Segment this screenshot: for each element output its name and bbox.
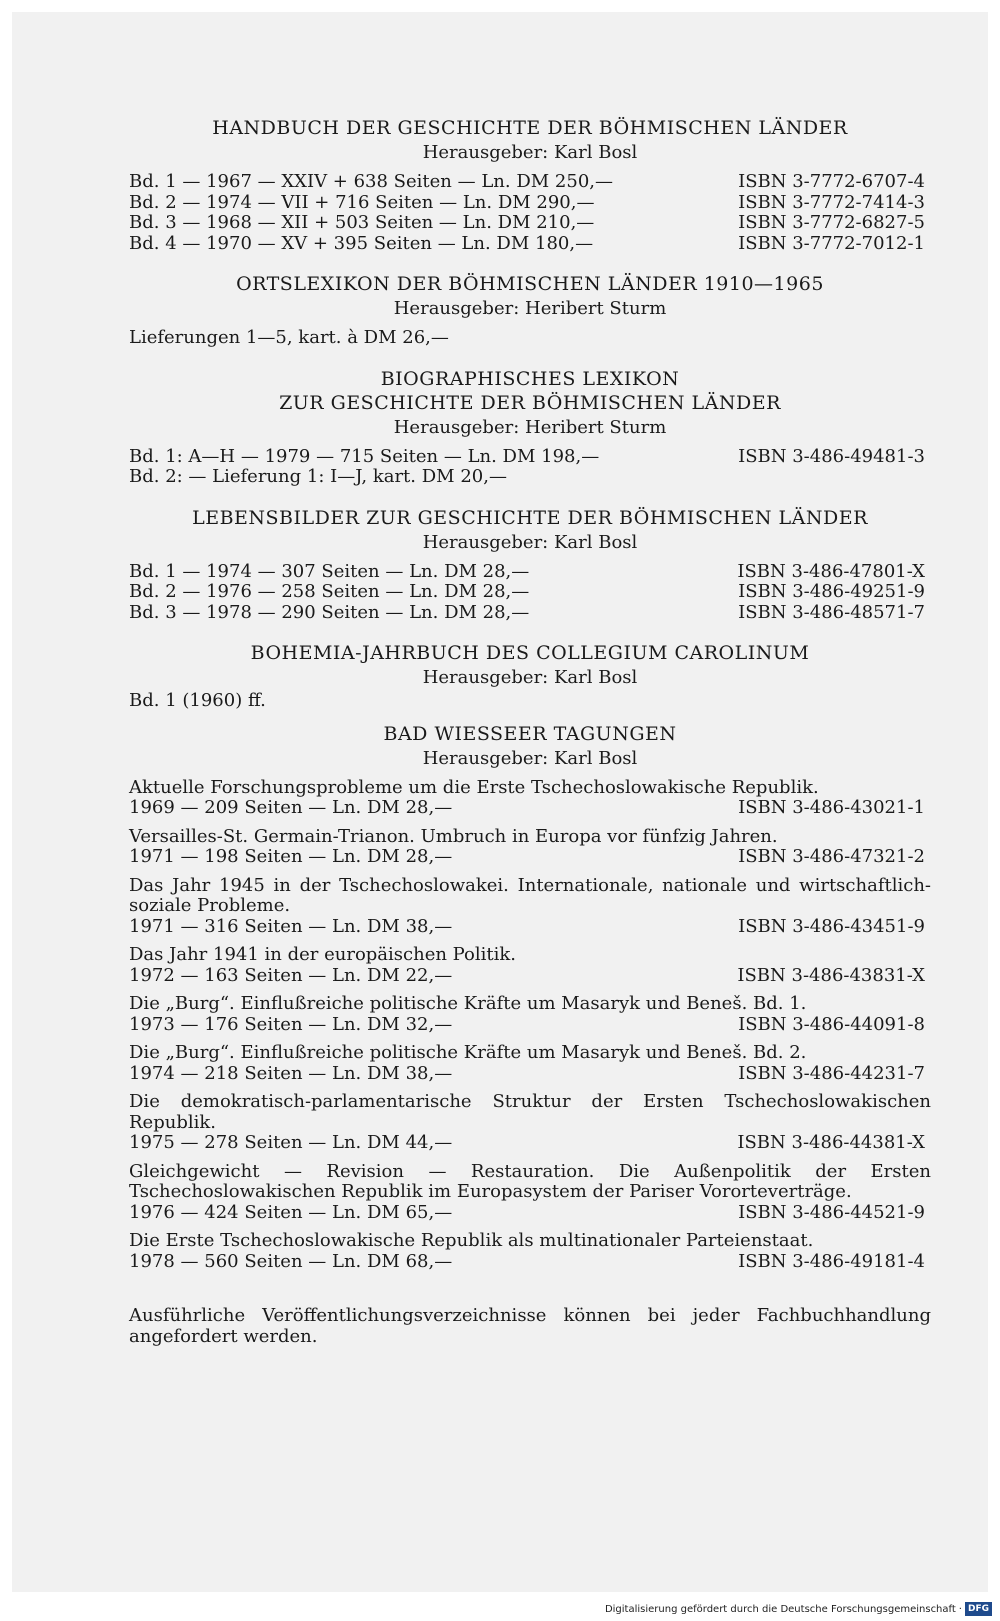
section-title: ORTSLEXIKON DER BÖHMISCHEN LÄNDER 1910—1965 [236, 273, 824, 295]
volume-details: Bd. 2 — 1976 — 258 Seiten — Ln. DM 28,— [129, 581, 530, 602]
volume-row [129, 562, 931, 583]
volume-details: Bd. 2 — 1974 — VII + 716 Seiten — Ln. DM 290,— [129, 191, 595, 213]
publication-title: Die Erste Tschechoslowakische Republik als multinationaler Parteienstaat. [129, 1230, 814, 1251]
publication-entry [129, 1162, 931, 1224]
section-title: BOHEMIA-JAHRBUCH DES COLLEGIUM CAROLINUM [250, 642, 810, 664]
volume-details: Bd. 3 — 1968 — XII + 503 Seiten — Ln. DM 210,— [129, 212, 595, 233]
section-editor: Herausgeber: Karl Bosl [422, 667, 638, 688]
publication-meta [129, 1015, 931, 1036]
volume-row [129, 582, 931, 603]
publication-title: Das Jahr 1941 in der europäischen Politik. [129, 944, 517, 965]
publication-details: 1973 — 176 Seiten — Ln. DM 32,— [129, 1013, 453, 1035]
publication-details: 1976 — 424 Seiten — Ln. DM 65,— [129, 1201, 453, 1223]
volume-row [129, 603, 931, 624]
publication-details: 1975 — 278 Seiten — Ln. DM 44,— [129, 1132, 453, 1153]
volume-row [129, 467, 931, 488]
section-editor: Herausgeber: Heribert Sturm [393, 416, 667, 438]
volume-isbn: ISBN 3-486-49251-9 [738, 581, 925, 602]
section-editor: Herausgeber: Karl Bosl [422, 531, 638, 553]
volume-row [129, 213, 931, 234]
volume-isbn: ISBN 3-486-48571-7 [738, 601, 925, 623]
volume-isbn: ISBN 3-7772-7012-1 [738, 232, 925, 254]
publication-entry [129, 1231, 931, 1272]
volume-row [129, 193, 931, 214]
credit-separator: · [958, 1603, 962, 1615]
publication-title: Versailles-St. Germain-Trianon. Umbruch in Europa vor fünfzig Jahren. [129, 825, 778, 847]
section-ortslexikon [129, 272, 931, 349]
section-title: LEBENSBILDER ZUR GESCHICHTE DER BÖHMISCHEN LÄNDER [192, 506, 868, 529]
publication-isbn: ISBN 3-486-43831-X [737, 964, 925, 986]
publication-entry [129, 945, 931, 986]
section-biographisches-lexikon [129, 367, 931, 488]
digitization-credit: Digitalisierung gefördert durch die Deutsche Forschungsgemeinschaft [604, 1603, 956, 1615]
publication-isbn: ISBN 3-486-49181-4 [738, 1250, 925, 1272]
publication-meta [129, 1133, 931, 1154]
publication-title: Die „Burg“. Einflußreiche politische Kräfte um Masaryk und Beneš. Bd. 1. [129, 993, 807, 1014]
section-title: HANDBUCH DER GESCHICHTE DER BÖHMISCHEN LÄNDER [212, 117, 848, 139]
publication-details: 1969 — 209 Seiten — Ln. DM 28,— [129, 797, 453, 818]
volume-isbn [925, 467, 931, 488]
publication-entry [129, 1092, 931, 1154]
publication-entry [129, 876, 931, 938]
publication-details: 1972 — 163 Seiten — Ln. DM 22,— [129, 964, 453, 986]
publication-details: 1978 — 560 Seiten — Ln. DM 68,— [129, 1250, 453, 1272]
volume-row [129, 234, 931, 255]
section-handbuch [129, 116, 931, 254]
volume-details: Bd. 4 — 1970 — XV + 395 Seiten — Ln. DM 180,— [129, 232, 594, 254]
publication-isbn: ISBN 3-486-44231-7 [738, 1062, 925, 1084]
volume-details: Bd. 2: — Lieferung 1: I—J, kart. DM 20,— [129, 466, 507, 487]
volume-isbn: ISBN 3-7772-6707-4 [738, 171, 925, 192]
publication-isbn: ISBN 3-486-44521-9 [738, 1201, 925, 1223]
publication-isbn: ISBN 3-486-43021-1 [738, 797, 925, 818]
publication-entry [129, 778, 931, 819]
publication-meta [129, 798, 931, 819]
volume-details: Bd. 3 — 1978 — 290 Seiten — Ln. DM 28,— [129, 601, 530, 623]
publication-meta [129, 1064, 931, 1085]
volume-isbn: ISBN 3-7772-6827-5 [738, 212, 925, 233]
publication-entry [129, 994, 931, 1035]
section-editor: Herausgeber: Heribert Sturm [393, 298, 667, 319]
publication-title: Die demokratisch-parlamentarische Struktur der Ersten Tschechoslowakischen Republik. [129, 1091, 931, 1133]
publication-title: Gleichgewicht — Revision — Restauration. Die Außenpolitik der Ersten Tschechoslowakischen Republik im Europasystem der Pariser Vororteverträge. [129, 1160, 931, 1202]
footer-note: Ausführliche Veröffentlichungsverzeichnisse können bei jeder Fachbuchhandlung angefordert werden. [129, 1305, 931, 1347]
section-subtitle: ZUR GESCHICHTE DER BÖHMISCHEN LÄNDER [279, 391, 781, 414]
publication-isbn: ISBN 3-486-44091-8 [738, 1013, 925, 1035]
section-bohemia-jahrbuch [129, 641, 931, 712]
publication-isbn: ISBN 3-486-43451-9 [738, 915, 925, 937]
volume-details: Bd. 1 — 1974 — 307 Seiten — Ln. DM 28,— [129, 560, 530, 582]
publication-isbn: ISBN 3-486-44381-X [737, 1132, 925, 1153]
scanned-page [12, 12, 988, 1592]
volume-row [129, 447, 931, 468]
publication-title: Die „Burg“. Einflußreiche politische Kräfte um Masaryk und Beneš. Bd. 2. [129, 1042, 807, 1063]
publication-meta [129, 1203, 931, 1224]
section-bad-wiesseer-tagungen [129, 722, 931, 1273]
publication-details: 1974 — 218 Seiten — Ln. DM 38,— [129, 1062, 453, 1084]
publication-details: 1971 — 316 Seiten — Ln. DM 38,— [129, 915, 453, 937]
section-editor: Herausgeber: Karl Bosl [422, 142, 638, 163]
volume-isbn: ISBN 3-7772-7414-3 [738, 191, 925, 213]
publication-title: Das Jahr 1945 in der Tschechoslowakei. Internationale, nationale und wirtschaftlich-soziale Probleme. [129, 874, 931, 916]
section-title: BIOGRAPHISCHES LEXIKON [380, 367, 680, 390]
publication-details: 1971 — 198 Seiten — Ln. DM 28,— [129, 846, 453, 867]
publication-entry [129, 827, 931, 868]
publication-meta [129, 1252, 931, 1273]
volume-isbn: ISBN 3-486-49481-3 [738, 445, 925, 467]
section-editor: Herausgeber: Karl Bosl [422, 747, 638, 769]
digitization-credit-bar [605, 1601, 992, 1617]
section-line: Lieferungen 1—5, kart. à DM 26,— [129, 327, 449, 348]
page-content [129, 116, 931, 1347]
publication-entry [129, 1043, 931, 1084]
publication-meta [129, 966, 931, 987]
publication-isbn: ISBN 3-486-47321-2 [738, 846, 925, 867]
dfg-logo: DFG [965, 1602, 992, 1616]
section-line: Bd. 1 (1960) ff. [129, 690, 266, 711]
volume-row [129, 172, 931, 193]
volume-details: Bd. 1 — 1967 — XXIV + 638 Seiten — Ln. DM 250,— [129, 171, 613, 192]
publication-title: Aktuelle Forschungsprobleme um die Erste Tschechoslowakische Republik. [129, 776, 819, 798]
section-title: BAD WIESSEER TAGUNGEN [383, 722, 677, 745]
publication-meta [129, 847, 931, 868]
volume-isbn: ISBN 3-486-47801-X [737, 560, 925, 582]
section-lebensbilder [129, 506, 931, 624]
publication-meta [129, 917, 931, 938]
volume-details: Bd. 1: A—H — 1979 — 715 Seiten — Ln. DM 198,— [129, 445, 600, 467]
